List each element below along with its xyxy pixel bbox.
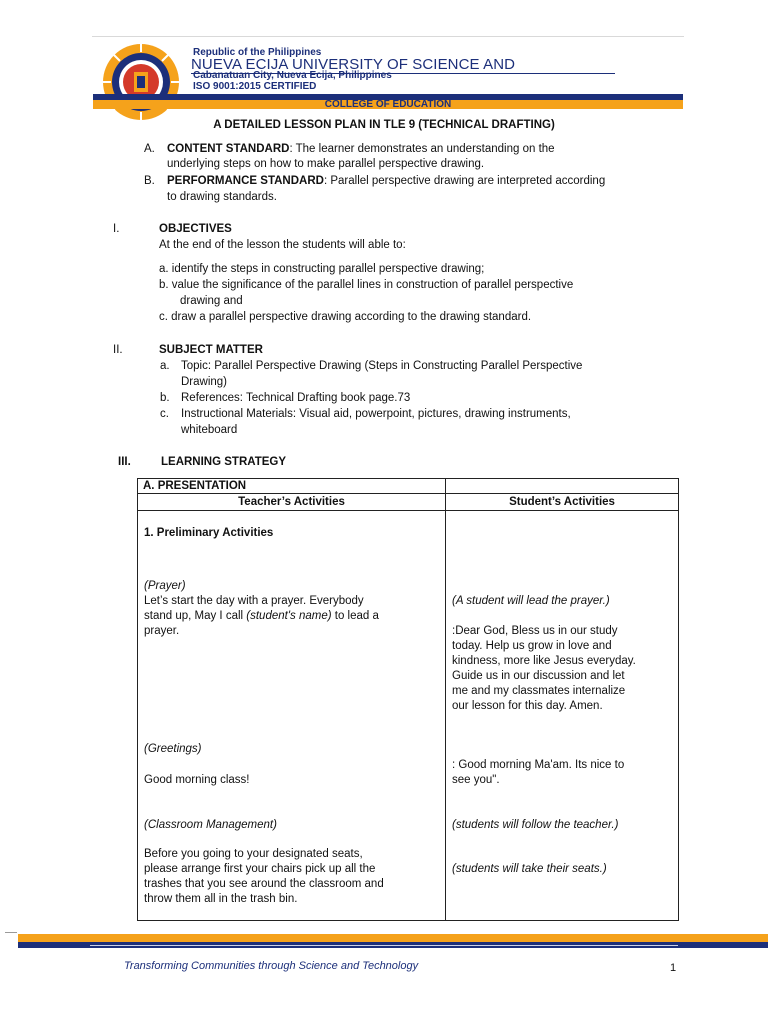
student-prayer-3: kindness, more like Jesus everyday. [452, 655, 636, 667]
subject-numeral: II. [113, 344, 123, 356]
content-standard [167, 142, 555, 157]
classroom-instruction-1: Before you going to your designated seats, [144, 848, 363, 860]
university-location: Cabanatuan City, Nueva Ecija, Philippines [193, 70, 392, 81]
objectives-intro: At the end of the lesson the students will able to: [159, 239, 406, 251]
prayer-line-3: prayer. [144, 625, 180, 637]
strategy-heading: LEARNING STRATEGY [161, 456, 287, 468]
student-follow-teacher: (students will follow the teacher.) [452, 819, 619, 831]
iso-certification: ISO 9001:2015 CERTIFIED [193, 81, 317, 92]
college-name: COLLEGE OF EDUCATION [324, 99, 452, 110]
footer-gold-bar [18, 934, 768, 942]
student-prayer-1: :Dear God, Bless us in our study [452, 625, 618, 637]
header-top-rule [92, 36, 684, 37]
student-prayer-5: me and my classmates internalize [452, 685, 626, 697]
classroom-instruction-2: please arrange first your chairs pick up all the [144, 863, 376, 875]
greetings-student-2: see you". [452, 774, 500, 786]
content-standard-label: CONTENT STANDARD [167, 143, 290, 155]
subject-c-marker: c. [160, 408, 169, 420]
objective-b-cont: drawing and [180, 295, 243, 307]
prayer-line-2a: stand up, May I call [144, 610, 247, 622]
performance-standard-text: : Parallel perspective drawing are interpreted according [323, 175, 606, 187]
prayer-line-1: Let’s start the day with a prayer. Everybody [144, 595, 364, 607]
performance-standard [167, 174, 605, 189]
student-activities-header: Student’s Activities [509, 496, 615, 508]
teacher-activities-header: Teacher’s Activities [238, 496, 345, 508]
student-prayer-4: Guide us in our discussion and let [452, 670, 625, 682]
content-standard-text-2: underlying steps on how to make parallel perspective drawing. [167, 158, 485, 170]
student-take-seats: (students will take their seats.) [452, 863, 607, 875]
student-prayer-6: our lesson for this day. Amen. [452, 700, 603, 712]
classroom-instruction-4: throw them all in the trash bin. [144, 893, 298, 905]
subject-b-marker: b. [160, 392, 170, 404]
prayer-line-2c: to lead a [331, 610, 379, 622]
table-student-body [445, 510, 679, 921]
subject-references: References: Technical Drafting book page.73 [181, 392, 411, 404]
classroom-management-label: (Classroom Management) [144, 819, 277, 831]
document-title: A DETAILED LESSON PLAN IN TLE 9 (TECHNICAL DRAFTING) [213, 119, 555, 131]
preliminary-activities: 1. Preliminary Activities [144, 527, 274, 539]
table-empty-cell [445, 478, 679, 494]
content-standard-marker: A. [144, 143, 155, 155]
greetings-teacher: Good morning class! [144, 774, 250, 786]
performance-standard-text-2: to drawing standards. [167, 191, 277, 203]
university-name: NUEVA ECIJA UNIVERSITY OF SCIENCE AND [191, 56, 516, 73]
greetings-label: (Greetings) [144, 743, 202, 755]
university-seal-icon [101, 42, 181, 122]
table-section-label: A. PRESENTATION [143, 480, 247, 492]
republic-line: Republic of the Philippines [193, 47, 322, 58]
student-name-placeholder: (student's name) [246, 610, 332, 622]
objectives-heading: OBJECTIVES [159, 223, 232, 235]
content-standard-text: : The learner demonstrates an understanding on the [289, 143, 555, 155]
subject-a-marker: a. [160, 360, 170, 372]
performance-standard-marker: B. [144, 175, 155, 187]
subject-materials: Instructional Materials: Visual aid, powerpoint, pictures, drawing instruments, [181, 408, 571, 420]
footer-stub-rule [5, 932, 17, 933]
objective-b: b. value the significance of the parallel lines in construction of parallel perspective [159, 279, 574, 291]
subject-materials-cont: whiteboard [181, 424, 238, 436]
footer-motto: Transforming Communities through Science and Technology [124, 960, 419, 972]
prayer-label: (Prayer) [144, 580, 186, 592]
strategy-numeral: III. [118, 456, 131, 468]
objective-c: c. draw a parallel perspective drawing according to the drawing standard. [159, 311, 532, 323]
prayer-line-2 [144, 609, 379, 624]
page-number: 1 [670, 962, 677, 974]
objective-a: a. identify the steps in constructing parallel perspective drawing; [159, 263, 485, 275]
greetings-student-1: : Good morning Ma'am. Its nice to [452, 759, 625, 771]
subject-topic-cont: Drawing) [181, 376, 228, 388]
performance-standard-label: PERFORMANCE STANDARD [167, 175, 324, 187]
objectives-numeral: I. [113, 223, 120, 235]
student-prayer-2: today. Help us grow in love and [452, 640, 612, 652]
student-lead-prayer: (A student will lead the prayer.) [452, 595, 610, 607]
subject-heading: SUBJECT MATTER [159, 344, 263, 356]
subject-topic: Topic: Parallel Perspective Drawing (Steps in Constructing Parallel Perspective [181, 360, 583, 372]
classroom-instruction-3: trashes that you see around the classroom and [144, 878, 384, 890]
footer-thin-rule [90, 945, 678, 946]
